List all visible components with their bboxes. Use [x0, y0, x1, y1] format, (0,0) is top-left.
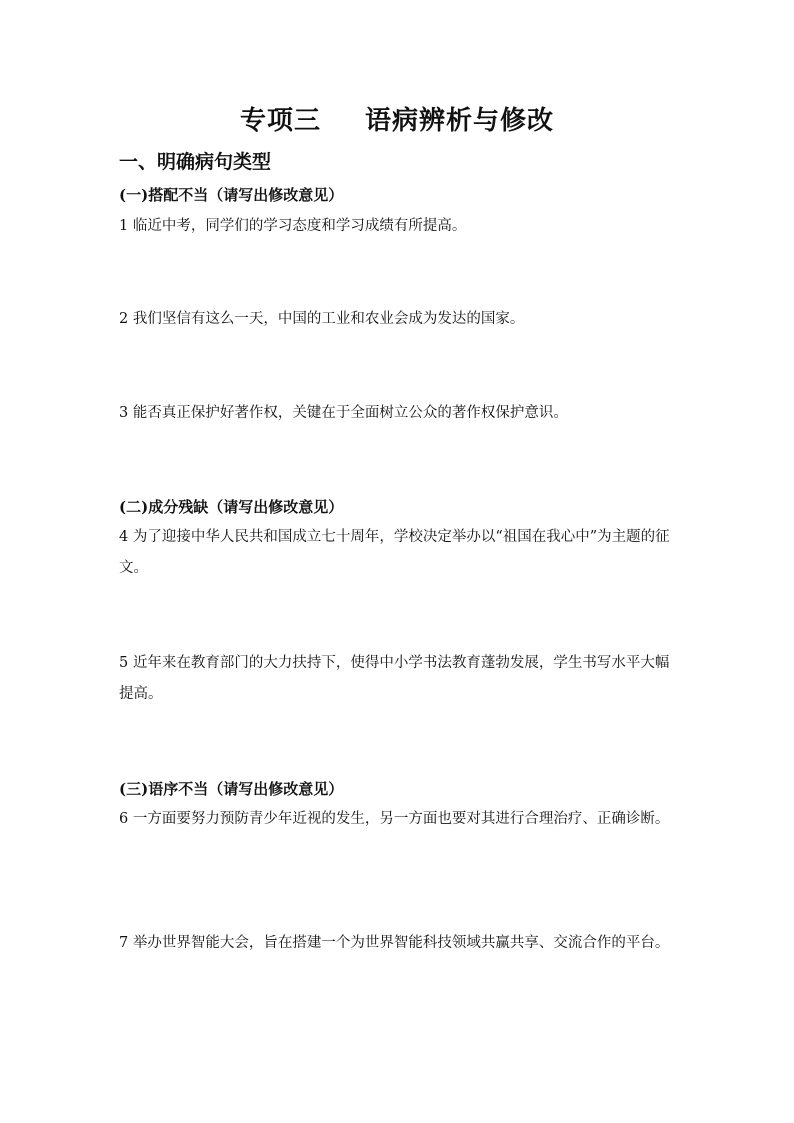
- group-heading-word-order: (三)语序不当（请写出修改意见）: [119, 780, 344, 798]
- page-title: [0, 100, 794, 137]
- question-2: 2 我们坚信有这么一天，中国的工业和农业会成为发达的国家。: [119, 311, 525, 327]
- question-3: 3 能否真正保护好著作权，关键在于全面树立公众的著作权保护意识。: [119, 405, 568, 421]
- question-5: 5 近年来在教育部门的大力扶持下，使得中小学书法教育蓬勃发展，学生书写水平大幅提高。: [119, 655, 670, 702]
- question-6: 6 一方面要努力预防青少年近视的发生，另一方面也要对其进行合理治疗、正确诊断。: [119, 811, 670, 827]
- section-heading: 一、明确病句类型: [119, 151, 272, 173]
- title-topic-number: 专项三: [239, 106, 321, 136]
- group-heading-missing-component: (二)成分残缺（请写出修改意见）: [119, 498, 344, 516]
- title-topic-name: 语病辨析与修改: [365, 106, 555, 136]
- group-heading-collocation: (一)搭配不当（请写出修改意见）: [119, 186, 344, 204]
- question-1: 1 临近中考，同学们的学习态度和学习成绩有所提高。: [119, 218, 467, 234]
- question-4: 4 为了迎接中华人民共和国成立七十周年，学校决定举办以“祖国在我心中”为主题的征文。: [119, 529, 670, 576]
- question-7: 7 举办世界智能大会，旨在搭建一个为世界智能科技领域共赢共享、交流合作的平台。: [119, 935, 670, 951]
